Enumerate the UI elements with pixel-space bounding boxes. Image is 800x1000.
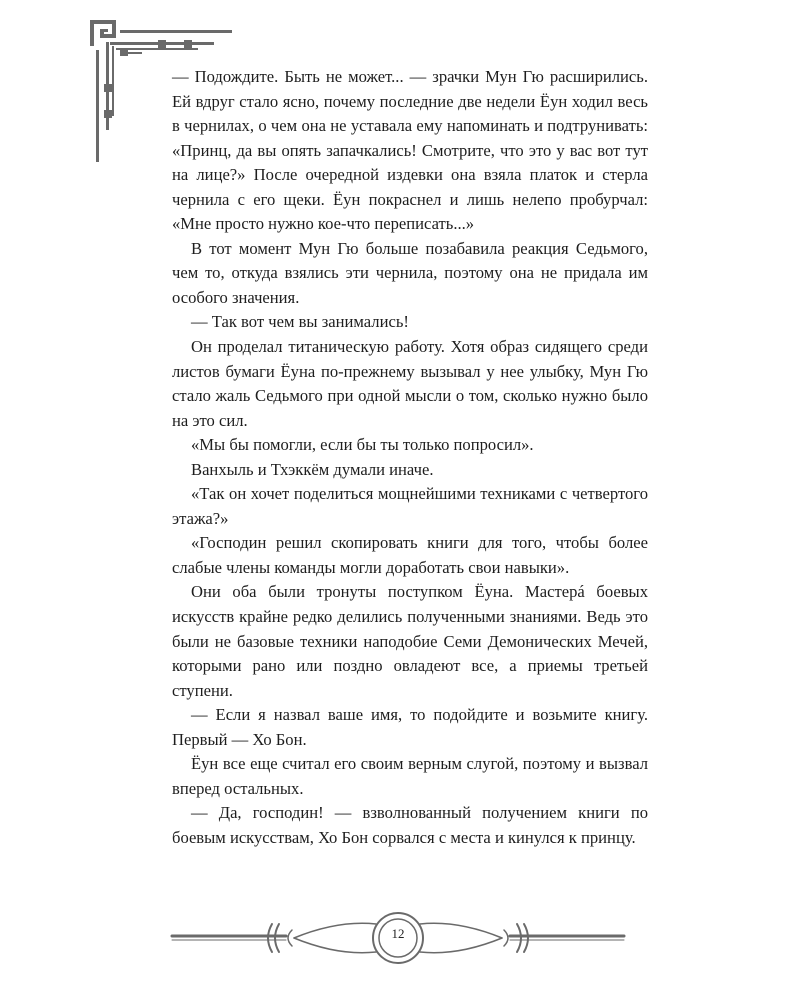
paragraph-8: «Господин решил скопировать книги для того, чтобы более слабые члены команды могли доработать свои навыки». — [172, 533, 648, 577]
paragraph-6: Ванхыль и Тхэккём думали иначе. — [191, 459, 434, 479]
paragraph-2: В тот момент Мун Гю больше позабавила реакция Седьмого, чем то, откуда взялись эти чернила, поэтому она не придала им особого значения. — [172, 238, 648, 307]
page-number: 12 — [391, 926, 405, 941]
paragraph-7: «Так он хочет поделиться мощнейшими техниками с четвертого этажа?» — [172, 484, 648, 528]
paragraph-11: Ёун все еще считал его своим верным слугой, поэтому и вызвал вперед остальных. — [172, 754, 648, 798]
paragraph-1: — Подождите. Быть не может... — зрачки Мун Гю расширились. Ей вдруг стало ясно, почему последние две недели Ёун ходил весь в чернилах, о чем она не уставала ему напоминать и подтрунивать: «Принц, да вы опять запачкались! Смотрите, что это у вас вот тут на лице?» После очередной издевки она взяла платок и стерла чернила с его щеки. Ёун покраснел и лишь нелепо пробурчал: «Мне просто нужно кое-что переписать...» — [172, 67, 648, 234]
paragraph-5: «Мы бы помогли, если бы ты только попросил». — [191, 435, 534, 455]
paragraph-9: Они оба были тронуты поступком Ёуна. Мастерá боевых искусств крайне редко делились полученными знаниями. Ведь это были не базовые техники наподобие Семи Демонических Мечей, которыми рано или поздно овладеют все, а приемы третьей ступени. — [172, 582, 648, 700]
paragraph-10: — Если я назвал ваше имя, то подойдите и возьмите книгу. Первый — Хо Бон. — [172, 705, 648, 749]
paragraph-12: — Да, господин! — взволнованный получением книги по боевым искусствам, Хо Бон сорвался с места и кинулся к принцу. — [172, 803, 648, 847]
body-text — [172, 65, 648, 851]
paragraph-4: Он проделал титаническую работу. Хотя образ сидящего среди листов бумаги Ёуна по-прежнему вызывал у нее улыбку, Мун Гю стало жаль Седьмого при одной мысли о том, сколько нужно было на это сил. — [172, 337, 648, 430]
paragraph-3: — Так вот чем вы занимались! — [191, 312, 409, 332]
